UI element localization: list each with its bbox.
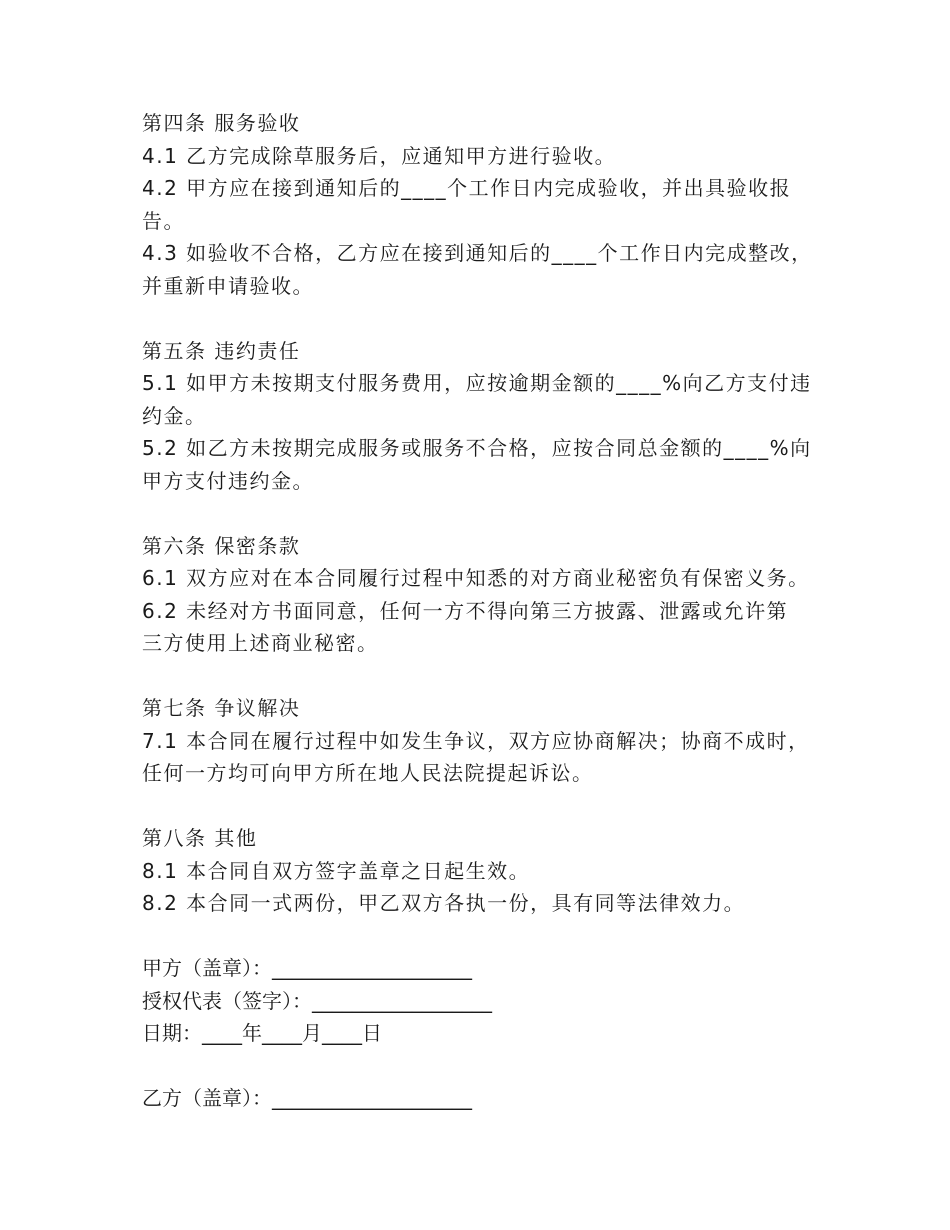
clause-line: 甲方支付违约金。	[142, 468, 314, 493]
section-heading: 第六条 保密条款	[142, 533, 301, 558]
clause-line: 4.3 如验收不合格，乙方应在接到通知后的____个工作日内完成整改，	[142, 241, 813, 265]
spacer	[142, 497, 842, 530]
clause-line: 7.1 本合同在履行过程中如发生争议，双方应协商解决；协商不成时，	[142, 728, 810, 753]
clause-line: 5.1 如甲方未按期支付服务费用，应按逾期金额的____%向乙方支付违	[142, 371, 812, 395]
spacer	[142, 920, 842, 953]
spacer	[142, 660, 842, 693]
party-a-seal-line: 甲方（盖章）：____________________	[142, 956, 472, 980]
clause-line: 告。	[142, 208, 185, 233]
clause-line: 8.1 本合同自双方签字盖章之日起生效。	[142, 858, 531, 883]
section-heading: 第五条 违约责任	[142, 338, 301, 363]
spacer	[142, 1050, 842, 1083]
section-heading: 第七条 争议解决	[142, 696, 301, 720]
clause-line: 约金。	[142, 403, 207, 428]
clause-line: 任何一方均可向甲方所在地人民法院提起诉讼。	[142, 761, 594, 785]
clause-line: 8.2 本合同一式两份，甲乙双方各执一份，具有同等法律效力。	[142, 891, 746, 915]
clause-line: 6.1 双方应对在本合同履行过程中知悉的对方商业秘密负有保密义务。	[142, 566, 810, 590]
clause-line: 三方使用上述商业秘密。	[142, 631, 379, 655]
spacer	[142, 790, 842, 823]
section-heading: 第四条 服务验收	[142, 111, 301, 135]
clause-line: 4.1 乙方完成除草服务后，应通知甲方进行验收。	[142, 143, 617, 168]
authorized-rep-signature-line: 授权代表（签字）：__________________	[142, 988, 492, 1013]
date-line: 日期：____年____月____日	[142, 1021, 382, 1045]
spacer	[142, 302, 842, 335]
party-b-seal-line: 乙方（盖章）：____________________	[142, 1086, 472, 1110]
clause-line: 并重新申请验收。	[142, 273, 314, 298]
clause-line: 5.2 如乙方未按期完成服务或服务不合格，应按合同总金额的____%向	[142, 436, 812, 460]
clause-line: 4.2 甲方应在接到通知后的____个工作日内完成验收，并出具验收报	[142, 176, 792, 200]
contract-page	[142, 107, 842, 1115]
section-heading: 第八条 其他	[142, 826, 258, 850]
clause-line: 6.2 未经对方书面同意，任何一方不得向第三方披露、泄露或允许第	[142, 598, 789, 623]
